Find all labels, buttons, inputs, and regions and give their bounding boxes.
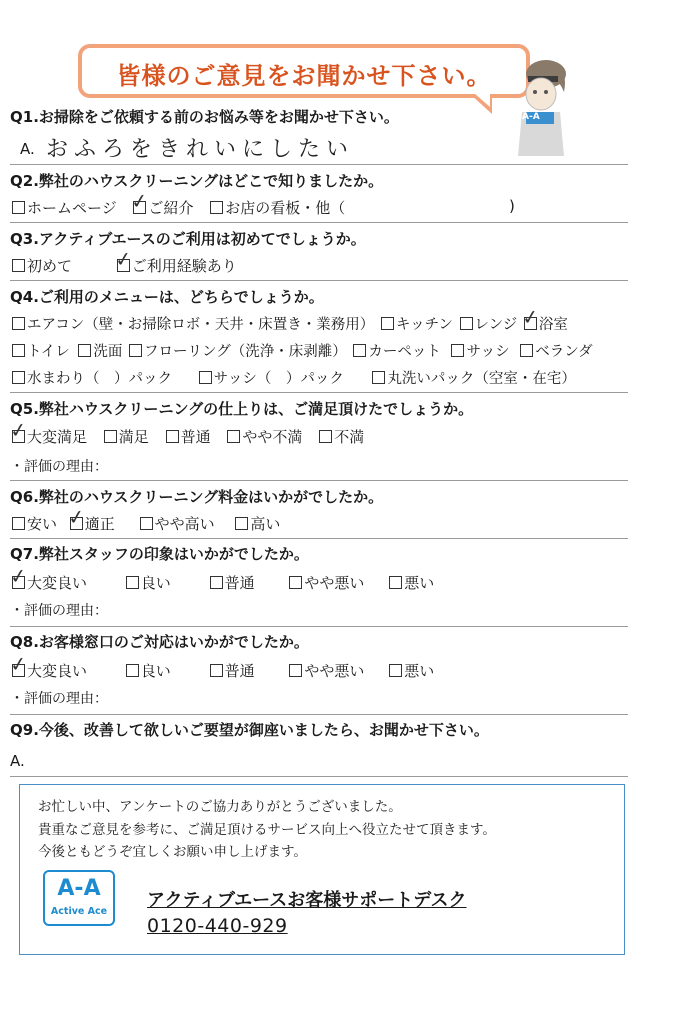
support-phone[interactable]: 0120-440-929 <box>147 915 288 937</box>
divider <box>10 538 628 539</box>
option-label: レンジ <box>474 317 518 333</box>
divider <box>10 480 628 481</box>
option-label: 浴室 <box>538 317 568 333</box>
checkbox[interactable] <box>235 517 248 530</box>
q5-option[interactable] <box>166 426 211 447</box>
checkbox[interactable] <box>389 576 402 589</box>
q5-question: Q5.弊社ハウスクリーニングの仕上りは、ご満足頂けたでしょうか。 <box>10 400 474 418</box>
option-label: やや高い <box>154 515 215 533</box>
support-desk-name: アクティブエースお客様サポートデスク <box>147 890 467 911</box>
checkmark-icon: ✓ <box>8 650 29 678</box>
q8-options <box>8 650 446 681</box>
checkbox[interactable] <box>12 259 25 272</box>
q8-question: Q8.お客様窓口のご対応はいかがでしたか。 <box>10 633 309 651</box>
checkbox[interactable] <box>210 201 223 214</box>
q1-answer-prefix: A. <box>20 140 35 158</box>
checkbox[interactable] <box>451 344 464 357</box>
checkbox[interactable] <box>289 664 302 677</box>
option-label: 普通 <box>224 574 255 592</box>
q4-option[interactable] <box>129 340 347 361</box>
q7-question: Q7.弊社スタッフの印象はいかがでしたか。 <box>10 545 309 563</box>
divider <box>10 164 628 165</box>
q7-option[interactable] <box>289 572 364 593</box>
q7-option[interactable] <box>210 572 255 593</box>
q4-option[interactable] <box>12 367 172 388</box>
checkbox[interactable] <box>126 664 139 677</box>
checkbox[interactable] <box>460 317 473 330</box>
option-label: 普通 <box>224 662 255 680</box>
q4-option[interactable] <box>78 340 122 361</box>
banner-tail-inner <box>474 93 490 107</box>
checkbox[interactable] <box>78 344 91 357</box>
option-label: 丸洗いパック（空室・在宅） <box>387 371 576 387</box>
checkbox[interactable] <box>227 430 240 443</box>
q8-option[interactable] <box>210 660 255 681</box>
divider <box>10 222 628 223</box>
q8-reason-label: ・評価の理由： <box>10 691 108 707</box>
q4-option[interactable] <box>520 303 568 334</box>
option-label: 不満 <box>334 428 365 446</box>
q4-option[interactable] <box>12 313 374 334</box>
option-label: 悪い <box>404 662 435 680</box>
q6-options <box>12 503 292 534</box>
q8-option[interactable] <box>389 660 434 681</box>
checkmark-icon: ✓ <box>8 416 29 444</box>
q6-option[interactable] <box>235 513 280 534</box>
q3-option[interactable] <box>113 245 237 276</box>
option-label: フローリング（洗浄・床剥離） <box>144 344 347 360</box>
q4-option[interactable] <box>381 313 453 334</box>
q2-option[interactable] <box>210 197 345 218</box>
active-ace-logo <box>43 870 115 926</box>
checkbox[interactable] <box>12 344 25 357</box>
option-label: 大変良い <box>27 574 88 592</box>
option-label: キッチン <box>395 317 453 333</box>
option-label: ホームページ <box>27 199 117 217</box>
option-label: 安い <box>27 515 58 533</box>
q5-options <box>8 416 376 447</box>
option-label: やや不満 <box>242 428 303 446</box>
checkbox[interactable] <box>12 201 25 214</box>
checkbox[interactable] <box>104 430 117 443</box>
checkbox[interactable] <box>199 371 212 384</box>
q2-question: Q2.弊社のハウスクリーニングはどこで知りましたか。 <box>10 172 384 190</box>
option-label: 満足 <box>118 428 149 446</box>
q4-option[interactable] <box>199 367 344 388</box>
divider <box>10 776 628 777</box>
option-label: お店の看板・他（ <box>225 199 346 217</box>
divider <box>10 392 628 393</box>
q4-row2 <box>12 340 593 361</box>
option-label: 良い <box>140 574 171 592</box>
option-label: 大変良い <box>27 662 88 680</box>
q4-option[interactable] <box>12 340 70 361</box>
q8-option[interactable] <box>8 650 88 681</box>
option-label: 水まわり（ ）パック <box>27 371 172 387</box>
option-label: 適正 <box>84 515 115 533</box>
logo-text: Active Ace <box>50 906 108 917</box>
checkmark-icon: ✓ <box>129 187 150 215</box>
q5-reason-label: ・評価の理由： <box>10 459 108 475</box>
option-label: ご紹介 <box>148 199 194 217</box>
footer-line-3: 今後ともどうぞ宜しくお願い申し上げます。 <box>38 844 307 860</box>
q6-option[interactable] <box>140 513 215 534</box>
q4-option[interactable] <box>520 340 592 361</box>
option-label: やや悪い <box>304 662 365 680</box>
q1-question: Q1.お掃除をご依頼する前のお悩み等をお聞かせ下さい。 <box>10 108 399 126</box>
checkbox[interactable] <box>389 664 402 677</box>
q2-close-paren: ) <box>509 197 515 215</box>
option-label: サッシ（ ）パック <box>213 371 344 387</box>
option-label: トイレ <box>27 344 70 360</box>
checkbox[interactable] <box>12 517 25 530</box>
option-label: 悪い <box>404 574 435 592</box>
q4-row3 <box>12 367 576 388</box>
divider <box>10 626 628 627</box>
checkmark-icon: ✓ <box>520 303 541 331</box>
checkmark-icon: ✓ <box>66 503 87 531</box>
q4-option[interactable] <box>353 340 441 361</box>
q8-option[interactable] <box>289 660 364 681</box>
q9-answer-prefix: A. <box>10 752 25 770</box>
option-label: 良い <box>140 662 171 680</box>
banner-title: 皆様のご意見をお聞かせ下さい。 <box>116 62 492 90</box>
divider <box>10 714 628 715</box>
q4-question: Q4.ご利用のメニューは、どちらでしょうか。 <box>10 288 324 306</box>
q5-option[interactable] <box>319 426 364 447</box>
q6-option[interactable] <box>12 513 57 534</box>
checkbox[interactable] <box>166 430 179 443</box>
option-label: 高い <box>250 515 281 533</box>
option-label: 初めて <box>27 257 73 275</box>
q7-option[interactable] <box>389 572 434 593</box>
checkbox[interactable] <box>210 664 223 677</box>
q4-option[interactable] <box>460 313 518 334</box>
checkbox[interactable] <box>140 517 153 530</box>
q7-option[interactable] <box>126 572 171 593</box>
q7-option[interactable] <box>8 562 88 593</box>
checkbox[interactable] <box>210 576 223 589</box>
q6-option[interactable] <box>66 503 115 534</box>
option-label: カーペット <box>368 344 441 360</box>
q2-option[interactable] <box>129 187 194 218</box>
checkbox[interactable] <box>12 317 25 330</box>
q7-reason-label: ・評価の理由： <box>10 603 108 619</box>
q4-option[interactable] <box>372 367 576 388</box>
option-label: サッシ <box>466 344 510 360</box>
checkmark-icon: ✓ <box>113 245 134 273</box>
option-label: やや悪い <box>304 574 365 592</box>
option-label: ご利用経験あり <box>131 257 237 275</box>
option-label: 洗面 <box>93 344 123 360</box>
checkbox[interactable] <box>129 344 142 357</box>
q4-row1 <box>12 303 568 334</box>
mascot-badge: A-A <box>522 112 540 122</box>
option-label: 大変満足 <box>27 428 88 446</box>
q6-question: Q6.弊社のハウスクリーニング料金はいかがでしたか。 <box>10 488 384 506</box>
option-label: エアコン（壁・お掃除ロボ・天井・床置き・業務用） <box>27 317 375 333</box>
checkbox[interactable] <box>319 430 332 443</box>
q5-option[interactable] <box>227 426 302 447</box>
checkbox[interactable] <box>372 371 385 384</box>
checkbox[interactable] <box>289 576 302 589</box>
q3-question: Q3.アクティブエースのご利用は初めてでしょうか。 <box>10 230 366 248</box>
footer-line-2: 貴重なご意見を参考に、ご満足頂けるサービス向上へ役立たせて頂きます。 <box>38 822 496 838</box>
q7-options <box>8 562 446 593</box>
q3-options <box>12 245 249 276</box>
q9-question: Q9.今後、改善して欲しいご要望が御座いましたら、お聞かせ下さい。 <box>10 721 489 739</box>
q2-options <box>12 187 357 218</box>
checkbox[interactable] <box>12 371 25 384</box>
divider <box>10 280 628 281</box>
checkmark-icon: ✓ <box>8 562 29 590</box>
option-label: 普通 <box>180 428 211 446</box>
checkbox[interactable] <box>126 576 139 589</box>
option-label: ベランダ <box>535 344 593 360</box>
title-banner <box>78 44 530 98</box>
q1-answer-handwritten: おふろをきれいにしたい <box>46 137 355 162</box>
checkbox[interactable] <box>520 344 533 357</box>
q2-option[interactable] <box>12 197 117 218</box>
logo-mark: A-A <box>57 876 101 901</box>
mascot-illustration <box>508 52 570 162</box>
q5-option[interactable] <box>104 426 149 447</box>
q8-option[interactable] <box>126 660 171 681</box>
q5-option[interactable] <box>8 416 88 447</box>
q4-option[interactable] <box>451 340 509 361</box>
q3-option[interactable] <box>12 255 72 276</box>
footer-line-1: お忙しい中、アンケートのご協力ありがとうございました。 <box>38 799 402 815</box>
checkbox[interactable] <box>381 317 394 330</box>
checkbox[interactable] <box>353 344 366 357</box>
